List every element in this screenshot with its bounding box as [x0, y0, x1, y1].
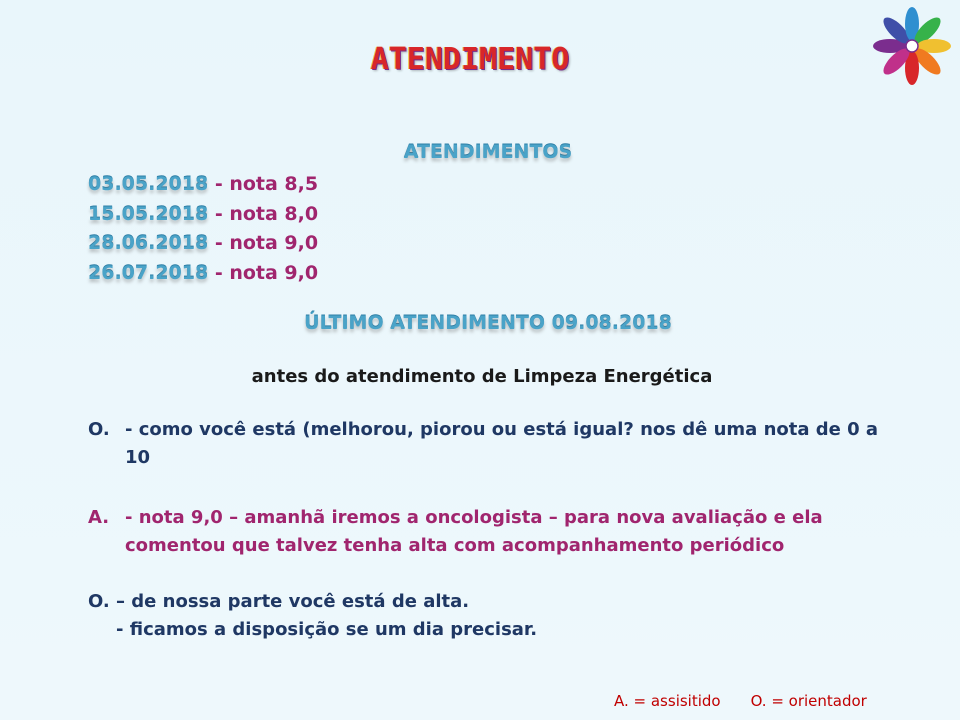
list-item [88, 170, 318, 200]
visit-separator: - [208, 261, 230, 284]
section-heading: ATENDIMENTOS [403, 141, 573, 163]
legend [614, 692, 867, 710]
visit-grade: nota 8,5 [229, 173, 319, 195]
visit-date: 15.05.2018 [88, 202, 209, 225]
visit-grade: nota 8,0 [229, 202, 319, 225]
visit-separator: - [208, 202, 230, 225]
visit-list [88, 170, 318, 288]
question-marker: O. [88, 419, 110, 440]
visit-grade: nota 9,0 [229, 261, 319, 284]
answer-text: - nota 9,0 – amanhã iremos a oncologista – para nova avaliação e ela comentou que talvez tenha alta com acompanhamento periódico [125, 507, 823, 556]
answer-marker: A. [88, 507, 110, 528]
visit-separator: - [208, 173, 230, 195]
visit-grade: nota 9,0 [229, 232, 319, 254]
slide-title: ATENDIMENTO [370, 42, 570, 77]
flower-petals-icon [872, 6, 952, 86]
closing [88, 588, 537, 644]
list-item [88, 259, 318, 289]
question-entry [88, 416, 888, 472]
visit-date: 28.06.2018 [88, 232, 209, 254]
list-item [88, 200, 318, 230]
dialog [88, 416, 888, 560]
visit-separator: - [208, 232, 230, 254]
before-line: antes do atendimento de Limpeza Energética [251, 366, 713, 387]
last-visit-heading: ÚLTIMO ATENDIMENTO 09.08.2018 [304, 312, 672, 334]
legend-advisor: O. = orientador [750, 692, 867, 710]
logo-center [906, 40, 918, 52]
question-text: - como você está (melhorou, piorou ou está igual? nos dê uma nota de 0 a 10 [125, 419, 879, 468]
visit-date: 26.07.2018 [88, 261, 209, 284]
legend-assisted: A. = assisitido [614, 692, 721, 710]
visit-date: 03.05.2018 [88, 173, 209, 195]
closing-line-1: O. – de nossa parte você está de alta. [88, 591, 470, 612]
closing-line-2: - ficamos a disposição se um dia precisar. [116, 619, 538, 640]
answer-entry [88, 504, 888, 560]
list-item [88, 229, 318, 259]
